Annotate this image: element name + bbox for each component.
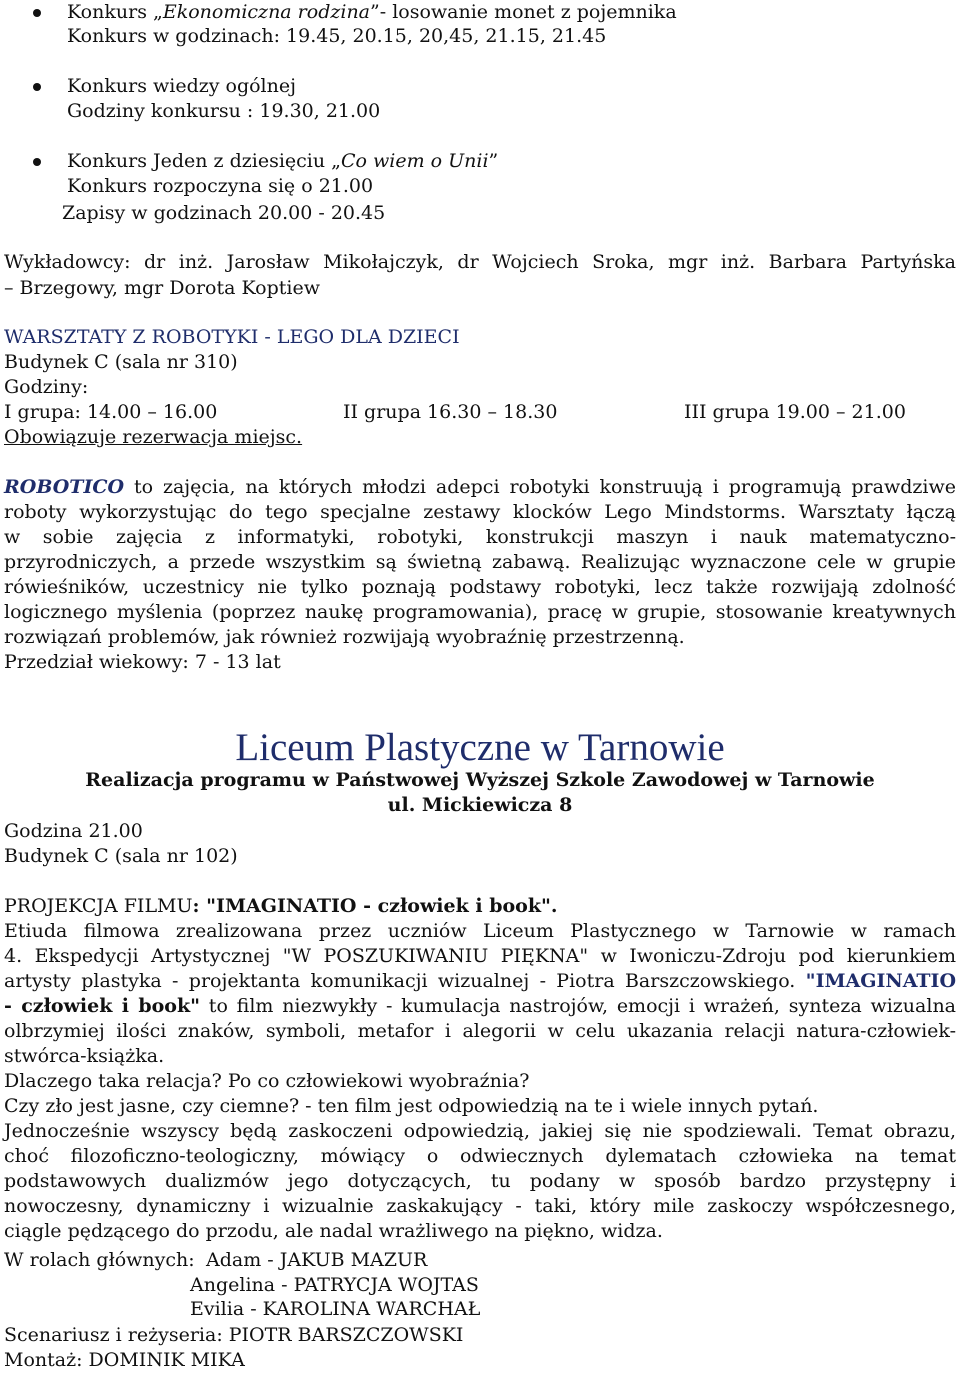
description-line: ciągle pędzącego do przodu, ale nadal wrażliwego na piękno, widza. — [4, 1220, 663, 1242]
liceum-time: Godzina 21.00 — [4, 820, 143, 842]
cast-member: Angelina - PATRYCJA WOJTAS — [190, 1274, 479, 1296]
film-heading: PROJEKCJA FILMU: "IMAGINATIO - człowiek i book". — [4, 895, 558, 917]
description-line: Dlaczego taka relacja? Po co człowiekowi wyobraźnia? — [4, 1070, 530, 1092]
description-line: Etiuda filmowa zrealizowana przez uczniów Liceum Plastycznego w Tarnowie w ramach — [4, 920, 956, 942]
description-line: Czy zło jest jasne, czy ciemne? - ten film jest odpowiedzią na te i wiele innych pytań. — [4, 1095, 819, 1117]
script-credit: Scenariusz i reżyseria: PIOTR BARSZCZOWSKI — [4, 1324, 464, 1346]
cast-member: Adam - JAKUB MAZUR — [206, 1249, 428, 1271]
description-line: artysty plastyka - projektanta komunikacji wizualnej - Piotra Barszczowskiego. "IMAGINATIO — [4, 970, 956, 992]
description-line: logicznego myślenia (poprzez naukę programowania), pracę w grupie, stosowanie kreatywnych — [4, 601, 956, 623]
liceum-title: Liceum Plastyczne w Tarnowie — [235, 726, 725, 769]
workshops-title: WARSZTATY Z ROBOTYKI - LEGO DLA DZIECI — [4, 326, 460, 348]
description-line: rozwiązań problemów, jak również rozwijają wyobraźnię przestrzenną. — [4, 626, 685, 648]
workshops-description — [4, 475, 956, 675]
age-range: Przedział wiekowy: 7 - 13 lat — [4, 651, 281, 673]
bullet-dot-icon — [33, 9, 41, 17]
liceum-address: ul. Mickiewicza 8 — [387, 794, 573, 816]
bullet-line: Konkurs Jeden z dziesięciu „Co wiem o Unii” — [67, 150, 499, 172]
workshops-hours-label: Godziny: — [4, 376, 89, 398]
description-line: rówieśników, uczestnicy nie tylko poznają podstawy robotyki, lecz także rozwijają zdolność — [4, 576, 956, 598]
description-line: - człowiek i book" to film niezwykły - kumulacja nastrojów, emocji i wrażeń, synteza wizualna — [4, 995, 957, 1017]
description-line: stwórca-książka. — [4, 1045, 165, 1067]
editing-credit: Montaż: DOMINIK MIKA — [4, 1349, 245, 1371]
cast-label: W rolach głównych: — [4, 1249, 195, 1271]
workshops-group-3: III grupa 19.00 – 21.00 — [684, 401, 906, 423]
lecturers-line: Wykładowcy: dr inż. Jarosław Mikołajczyk, dr Wojciech Sroka, mgr inż. Barbara Partyńska — [4, 251, 956, 273]
film-description — [4, 919, 956, 1244]
bullet-line: Konkurs wiedzy ogólnej — [67, 75, 297, 97]
description-line: choć filozoficzno-teologiczny, mówiący o odwiecznych dylematach człowieka na temat — [4, 1145, 956, 1167]
description-line: ROBOTICO to zajęcia, na których młodzi adepci robotyki konstruują i programują prawdziwe — [4, 476, 956, 498]
description-line: podstawowych dualizmów jego dotyczących, tu podany w sposób bardzo przystępny i — [4, 1170, 956, 1192]
lecturers-line: – Brzegowy, mgr Dorota Koptiew — [4, 277, 320, 299]
liceum-subtitle: Realizacja programu w Państwowej Wyższej Szkole Zawodowej w Tarnowie — [85, 769, 875, 791]
liceum-building: Budynek C (sala nr 102) — [4, 845, 238, 867]
bullet-line: Zapisy w godzinach 20.00 - 20.45 — [62, 202, 386, 224]
description-line: olbrzymiej ilości znaków, symboli, metafor i alegorii w celu ukazania relacji natura-człowiek- — [4, 1020, 956, 1042]
cast-member: Evilia - KAROLINA WARCHAŁ — [190, 1298, 481, 1320]
description-line: Jednocześnie wszyscy będą zaskoczeni odpowiedzią, jakiej się nie spodziewali. Temat obrazu, — [4, 1120, 956, 1142]
workshops-group-1: I grupa: 14.00 – 16.00 — [4, 401, 218, 423]
lecturers — [4, 250, 956, 275]
description-line: 4. Ekspedycji Artystycznej "W POSZUKIWANIU PIĘKNA" w Iwoniczu-Zdroju pod kierunkiem — [4, 945, 956, 967]
workshops-building: Budynek C (sala nr 310) — [4, 351, 238, 373]
description-line: w sobie zajęcia z informatyki, robotyki, konstrukcji maszyn i nauk matematyczno- — [4, 526, 956, 548]
workshops-group-2: II grupa 16.30 – 18.30 — [343, 401, 558, 423]
bullet-line: Konkurs w godzinach: 19.45, 20.15, 20,45, 21.15, 21.45 — [67, 25, 607, 47]
bullet-dot-icon — [33, 83, 41, 91]
description-line: roboty wykorzystując do tego specjalne zestawy klocków Lego Mindstorms. Warsztaty łączą — [4, 501, 956, 523]
bullet-line: Godziny konkursu : 19.30, 21.00 — [67, 100, 381, 122]
bullet-line: Konkurs rozpoczyna się o 21.00 — [67, 175, 374, 197]
workshops-reservation: Obowiązuje rezerwacja miejsc. — [4, 426, 303, 448]
bullet-dot-icon — [33, 158, 41, 166]
description-line: nowoczesny, dynamiczny i wizualnie zaskakujący - taki, który mile zaskoczy współczesnego, — [4, 1195, 956, 1217]
bullet-line: Konkurs „Ekonomiczna rodzina”- losowanie monet z pojemnika — [67, 1, 677, 23]
description-line: przyrodniczych, a przede wszystkim są świetną zabawą. Realizując wyznaczone cele w grupie — [4, 551, 956, 573]
